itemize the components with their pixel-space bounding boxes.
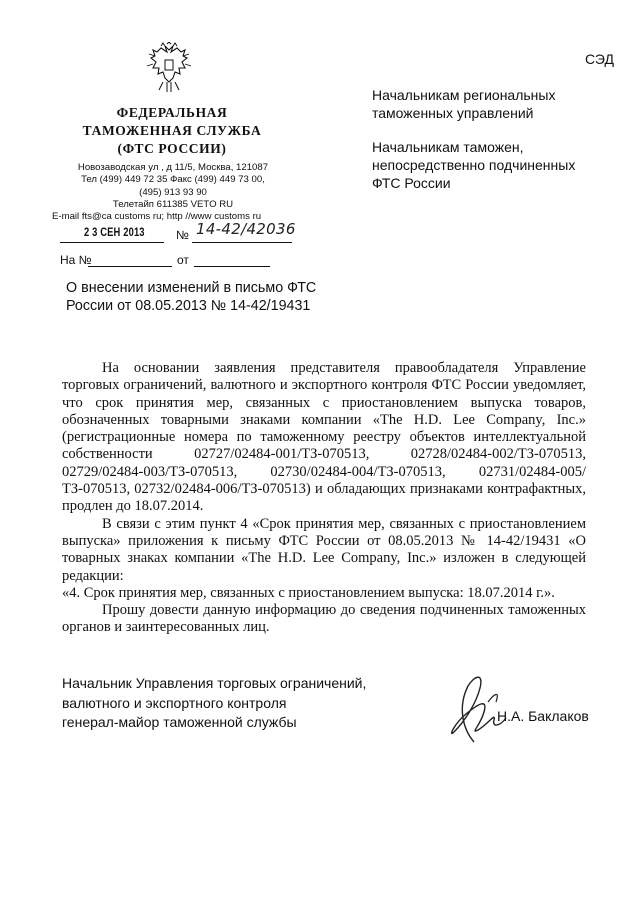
reference-from-label: от bbox=[177, 253, 189, 267]
fax-2: (495) 913 93 90 bbox=[139, 186, 207, 198]
organization-name bbox=[62, 104, 282, 158]
recipient-2 bbox=[372, 138, 622, 192]
address: Новозаводская ул , д 11/5, Москва, 121087 bbox=[77, 162, 269, 173]
letter-body bbox=[62, 360, 586, 637]
document-date: 2 3 СЕН 2013 bbox=[84, 225, 145, 239]
letter-subject bbox=[66, 279, 336, 315]
email-web: E-mail fts@ca customs ru; http //www customs ru bbox=[52, 211, 262, 223]
org-line-1: ФЕДЕРАЛЬНАЯ bbox=[116, 105, 228, 120]
body-paragraph-1: На основании заявления представителя правообладателя Управление торговых ограничений, валютного и экспортного контроля ФТС России уведомляет, что срок принятия мер, связанных с приостановлением выпуска товаров, обозначенных товарными знаками компании «The H.D. Lee Company, Inc.» (регистрационные номера по таможенному реестру объектов интеллектуальной собственности 02727/02484-001/ТЗ-070513, 02728/02484-002/ТЗ-070513, 02729/02484-003/ТЗ-070513, 02730/02484-004/ТЗ-070513, 02731/02484-005/ТЗ-070513, 02732/02484-006/ТЗ-070513) и обладающих признаками контрафактных, продлен до 18.07.2014. bbox=[62, 360, 586, 515]
contact-block bbox=[52, 162, 294, 223]
signer-title bbox=[62, 674, 382, 733]
recipient-2-line-3: ФТС России bbox=[372, 175, 451, 191]
signer-title-line-3: генерал-майор таможенной службы bbox=[62, 714, 297, 730]
recipient-1-line-2: таможенных управлений bbox=[372, 105, 534, 121]
phone-fax: Тел (499) 449 72 35 Факс (499) 449 73 00, bbox=[81, 174, 265, 186]
body-paragraph-2: В связи с этим пункт 4 «Срок принятия мер, связанных с приостановлением выпуска» приложения к письму ФТС России от 08.05.2013 № 14-42/19431 «О товарных знаках компании «The H.D. Lee Company, Inc.» изложен в следующей редакции: bbox=[62, 515, 586, 584]
recipient-2-line-1: Начальникам таможен, bbox=[372, 139, 524, 155]
reference-underline bbox=[88, 252, 172, 267]
org-line-3: (ФТС РОССИИ) bbox=[117, 141, 227, 156]
number-label: № bbox=[176, 228, 189, 242]
org-line-2: ТАМОЖЕННАЯ СЛУЖБА bbox=[82, 123, 262, 138]
signer-title-line-2: валютного и экспортного контроля bbox=[62, 694, 287, 711]
body-paragraph-4: Прошу довести данную информацию до сведения подчиненных таможенных органов и заинтересованных лиц. bbox=[62, 602, 586, 636]
sed-stamp: СЭД bbox=[584, 51, 614, 67]
recipient-1-line-1: Начальникам региональных bbox=[372, 87, 556, 103]
recipient-2-line-2: непосредственно подчиненных bbox=[372, 157, 576, 173]
double-headed-eagle-emblem-icon bbox=[145, 42, 193, 94]
document-number: 14-42/42036 bbox=[196, 220, 296, 238]
signer-name: Н.А. Баклаков bbox=[497, 708, 589, 724]
signer-title-line-1: Начальник Управления торговых ограничений, bbox=[62, 675, 367, 691]
reference-from-underline bbox=[194, 252, 270, 267]
body-paragraph-3: «4. Срок принятия мер, связанных с приостановлением выпуска: 18.07.2014 г.». bbox=[62, 584, 555, 601]
reference-label: На № bbox=[60, 253, 92, 267]
subject-line-1: О внесении изменений в письмо ФТС bbox=[66, 280, 317, 296]
recipient-1 bbox=[372, 86, 622, 122]
teletype: Телетайп 611385 VETO RU bbox=[112, 198, 234, 210]
subject-line-2: России от 08.05.2013 № 14-42/19431 bbox=[66, 298, 311, 314]
